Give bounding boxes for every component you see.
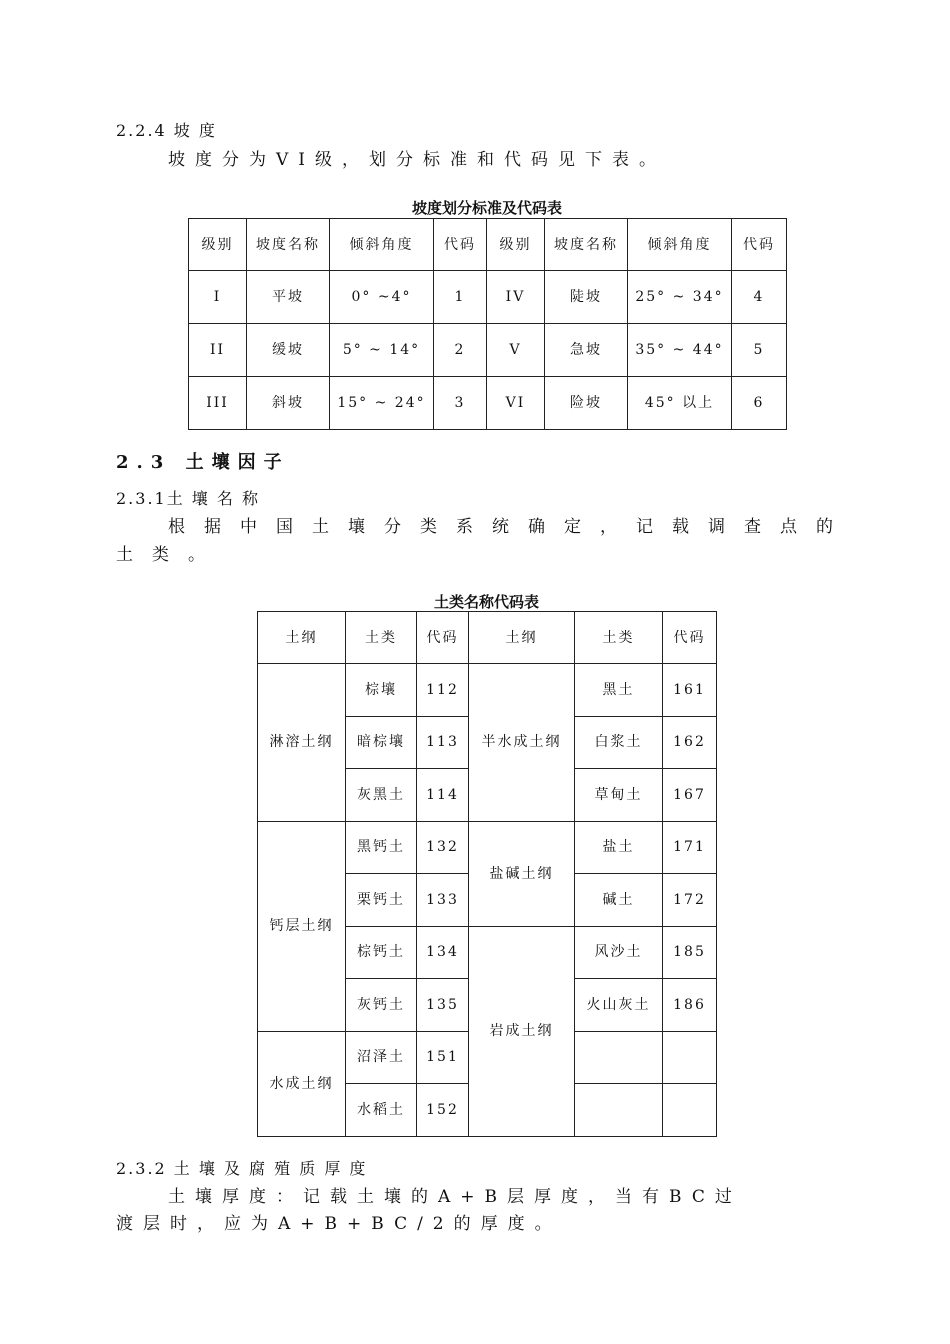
soil-order-cell: 盐碱土纲 xyxy=(469,821,575,926)
soil-type-cell: 白浆土 xyxy=(575,716,663,769)
table-row xyxy=(189,271,787,324)
slope-cell: 0° ~4° xyxy=(330,271,434,324)
section-body-2-3-1-line1: 根据中国土壤分类系统确定，记载调查点的 xyxy=(168,517,852,537)
slope-cell: 平坡 xyxy=(247,271,330,324)
section-body-2-3-2-line1: 土壤厚度：记载土壤的A+B层厚度，当有BC过 xyxy=(168,1187,742,1207)
soil-header-cell: 土纲 xyxy=(258,612,346,664)
section-heading-2-3-2: 2.3.2 土 壤 及 腐 殖 质 厚 度 xyxy=(116,1159,368,1178)
soil-code-cell xyxy=(663,1031,717,1084)
soil-code-cell: 152 xyxy=(417,1084,469,1137)
soil-code-cell: 161 xyxy=(663,664,717,717)
soil-header-cell: 代码 xyxy=(663,612,717,664)
slope-header-cell: 倾斜角度 xyxy=(628,219,732,271)
soil-code-cell: 112 xyxy=(417,664,469,717)
slope-header-row xyxy=(189,219,787,271)
soil-type-cell: 盐土 xyxy=(575,821,663,874)
soil-type-cell: 草甸土 xyxy=(575,769,663,822)
soil-code-cell: 167 xyxy=(663,769,717,822)
slope-header-cell: 倾斜角度 xyxy=(330,219,434,271)
section-body-2-2-4: 坡度分为VI级，划分标准和代码见下表。 xyxy=(168,150,666,170)
slope-cell: I xyxy=(189,271,247,324)
slope-header-cell: 级别 xyxy=(189,219,247,271)
slope-table-caption: 坡度划分标准及代码表 xyxy=(411,199,562,217)
slope-cell: 陡坡 xyxy=(545,271,628,324)
section-body-2-3-1-line2: 土类。 xyxy=(116,545,224,565)
slope-header-cell: 级别 xyxy=(487,219,545,271)
soil-order-cell: 淋溶土纲 xyxy=(258,664,346,822)
soil-header-cell: 土纲 xyxy=(469,612,575,664)
soil-code-cell: 185 xyxy=(663,926,717,979)
table-row xyxy=(258,664,717,717)
slope-cell: IV xyxy=(487,271,545,324)
table-row xyxy=(189,324,787,377)
soil-type-cell: 黑钙土 xyxy=(346,821,417,874)
soil-type-cell: 暗棕壤 xyxy=(346,716,417,769)
section-heading-2-3: 2.3 土壤因子 xyxy=(116,452,290,473)
soil-type-cell: 栗钙土 xyxy=(346,874,417,927)
slope-header-cell: 代码 xyxy=(434,219,487,271)
slope-cell: 35° ~ 44° xyxy=(628,324,732,377)
slope-table xyxy=(188,218,787,430)
slope-cell: 缓坡 xyxy=(247,324,330,377)
slope-cell: 1 xyxy=(434,271,487,324)
soil-table xyxy=(257,611,717,1137)
slope-cell: 6 xyxy=(732,377,787,430)
soil-header-cell: 代码 xyxy=(417,612,469,664)
slope-header-cell: 代码 xyxy=(732,219,787,271)
soil-code-cell: 172 xyxy=(663,874,717,927)
soil-order-cell: 钙层土纲 xyxy=(258,821,346,1031)
soil-order-cell: 水成土纲 xyxy=(258,1031,346,1136)
slope-cell: 15° ~ 24° xyxy=(330,377,434,430)
slope-cell: 45° 以上 xyxy=(628,377,732,430)
slope-cell: 5 xyxy=(732,324,787,377)
slope-cell: VI xyxy=(487,377,545,430)
table-row xyxy=(189,377,787,430)
soil-type-cell xyxy=(575,1084,663,1137)
slope-cell: 3 xyxy=(434,377,487,430)
slope-cell: 急坡 xyxy=(545,324,628,377)
slope-cell: 斜坡 xyxy=(247,377,330,430)
soil-code-cell: 113 xyxy=(417,716,469,769)
slope-cell: 25° ~ 34° xyxy=(628,271,732,324)
slope-cell: 险坡 xyxy=(545,377,628,430)
soil-table-caption: 土类名称代码表 xyxy=(433,593,539,611)
soil-type-cell: 棕壤 xyxy=(346,664,417,717)
section-heading-2-3-1: 2.3.1土 壤 名 称 xyxy=(116,489,260,508)
slope-cell: 5° ~ 14° xyxy=(330,324,434,377)
soil-code-cell: 186 xyxy=(663,979,717,1032)
slope-cell: V xyxy=(487,324,545,377)
soil-type-cell: 黑土 xyxy=(575,664,663,717)
soil-type-cell: 水稻土 xyxy=(346,1084,417,1137)
soil-type-cell: 火山灰土 xyxy=(575,979,663,1032)
soil-code-cell xyxy=(663,1084,717,1137)
section-heading-2-2-4: 2.2.4 坡 度 xyxy=(116,121,217,140)
soil-header-cell: 土类 xyxy=(575,612,663,664)
soil-code-cell: 162 xyxy=(663,716,717,769)
slope-cell: 4 xyxy=(732,271,787,324)
soil-code-cell: 135 xyxy=(417,979,469,1032)
section-body-2-3-2-line2: 渡层时，应为A+B+BC/2的厚度。 xyxy=(116,1214,562,1234)
slope-header-cell: 坡度名称 xyxy=(247,219,330,271)
soil-order-cell: 岩成土纲 xyxy=(469,926,575,1136)
soil-type-cell: 灰黑土 xyxy=(346,769,417,822)
soil-type-cell xyxy=(575,1031,663,1084)
soil-header-cell: 土类 xyxy=(346,612,417,664)
soil-type-cell: 棕钙土 xyxy=(346,926,417,979)
table-row xyxy=(258,821,717,874)
soil-code-cell: 171 xyxy=(663,821,717,874)
soil-type-cell: 灰钙土 xyxy=(346,979,417,1032)
slope-header-cell: 坡度名称 xyxy=(545,219,628,271)
soil-code-cell: 134 xyxy=(417,926,469,979)
soil-order-cell: 半水成土纲 xyxy=(469,664,575,822)
soil-code-cell: 151 xyxy=(417,1031,469,1084)
soil-code-cell: 132 xyxy=(417,821,469,874)
soil-type-cell: 沼泽土 xyxy=(346,1031,417,1084)
soil-code-cell: 133 xyxy=(417,874,469,927)
slope-cell: II xyxy=(189,324,247,377)
slope-cell: 2 xyxy=(434,324,487,377)
slope-cell: III xyxy=(189,377,247,430)
soil-code-cell: 114 xyxy=(417,769,469,822)
soil-type-cell: 风沙土 xyxy=(575,926,663,979)
soil-type-cell: 碱土 xyxy=(575,874,663,927)
soil-header-row xyxy=(258,612,717,664)
